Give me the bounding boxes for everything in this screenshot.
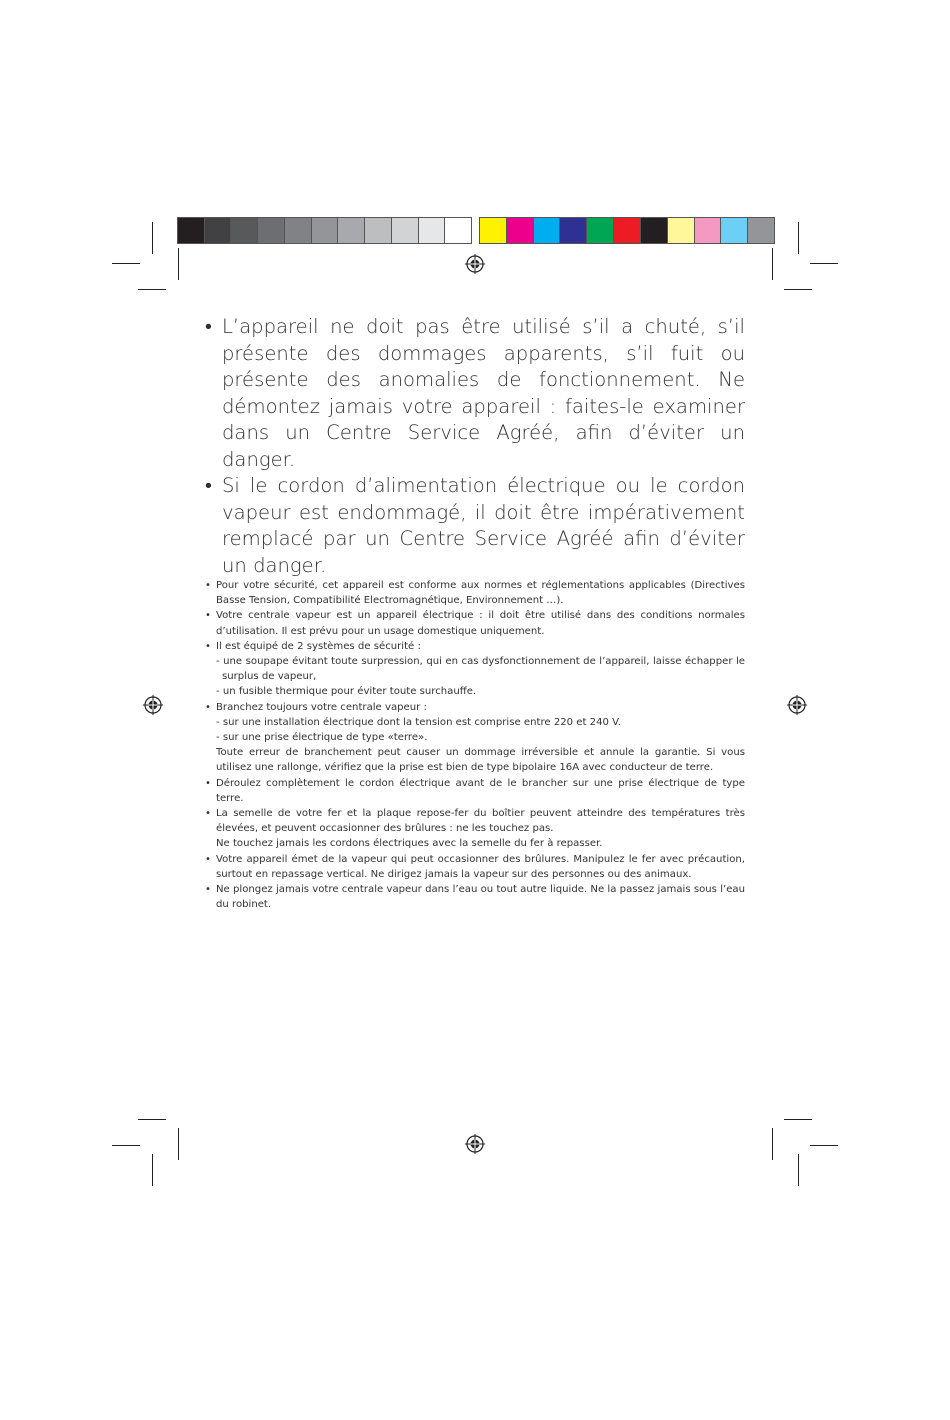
safety-item — [205, 700, 745, 715]
color-swatch — [419, 218, 446, 243]
safety-item — [205, 639, 745, 654]
safety-item — [205, 578, 745, 608]
bullet: • — [205, 315, 212, 338]
safety-text: Ne plongez jamais votre centrale vapeur dans l’eau ou tout autre liquide. Ne la passez jamais sous l’eau du robinet. — [216, 884, 745, 911]
color-swatch — [480, 218, 507, 243]
color-swatch — [748, 218, 774, 243]
safety-subitem: - une soupape évitant toute surpression, qui en cas dysfonctionnement de l’appareil, laisse échapper le surplus de vapeur, — [216, 656, 745, 683]
bullet: • — [205, 640, 211, 652]
crop-mark — [178, 248, 179, 280]
crop-mark — [772, 1128, 773, 1160]
crop-mark — [798, 1154, 799, 1186]
color-swatch — [258, 218, 285, 243]
safety-subitem: - sur une prise électrique de type «terre». — [216, 732, 428, 744]
color-swatch — [641, 218, 668, 243]
color-swatch — [312, 218, 339, 243]
color-swatch — [695, 218, 722, 243]
color-swatch — [365, 218, 392, 243]
crop-mark — [112, 263, 140, 264]
bullet: • — [205, 884, 211, 896]
safety-subitem: - un fusible thermique pour éviter toute surchauffe. — [216, 686, 477, 698]
color-swatch — [338, 218, 365, 243]
color-swatch — [614, 218, 641, 243]
safety-text: Votre appareil émet de la vapeur qui peut occasionner des brûlures. Manipulez le fer avec précaution, surtout en repassage vertical. Ne dirigez jamais la vapeur sur des personnes ou des animaux. — [216, 853, 745, 880]
color-swatch — [178, 218, 205, 243]
safety-text: Votre centrale vapeur est un appareil électrique : il doit être utilisé dans des conditions normales d’utilisation. Il est prévu pour un usage domestique uniquement. — [216, 610, 745, 637]
registration-mark-icon — [465, 1134, 485, 1154]
crop-mark — [810, 263, 838, 264]
color-swatch — [587, 218, 614, 243]
registration-mark-icon — [143, 695, 163, 715]
safety-text: Déroulez complètement le cordon électrique avant de le brancher sur une prise électrique de type terre. — [216, 777, 745, 804]
registration-mark-icon — [787, 695, 807, 715]
crop-mark — [112, 1145, 140, 1146]
color-calibration-bar — [479, 217, 775, 244]
safety-subitem: - sur une installation électrique dont la tension est comprise entre 220 et 240 V. — [216, 716, 621, 728]
crop-mark — [772, 248, 773, 280]
crop-mark — [810, 1145, 838, 1146]
bullet: • — [205, 610, 211, 622]
color-swatch — [445, 218, 471, 243]
crop-mark — [178, 1128, 179, 1160]
safety-item — [205, 776, 745, 806]
color-swatch — [285, 218, 312, 243]
color-swatch — [205, 218, 232, 243]
bullet: • — [205, 580, 211, 591]
warning-text: Si le cordon d’alimentation électrique ou le cordon vapeur est endommagé, il doit être impérativement remplacé par un Centre Service Agréé afin d’éviter un danger. — [222, 474, 745, 577]
crop-mark — [152, 222, 153, 254]
safety-subitem: Ne touchez jamais les cordons électriques avec la semelle du fer à repasser. — [216, 838, 603, 850]
warning-item — [205, 314, 745, 473]
bullet: • — [205, 701, 211, 713]
safety-text: Branchez toujours votre centrale vapeur : — [216, 701, 427, 713]
crop-mark — [152, 1154, 153, 1186]
bullet: • — [205, 474, 212, 497]
safety-instructions-list — [205, 578, 745, 912]
safety-subitem: Toute erreur de branchement peut causer un dommage irréversible et annule la garantie. Si vous utilisez une rallonge, vérifiez que la prise est bien de type bipolaire 16A avec conducteur de terre. — [216, 747, 745, 774]
safety-item — [205, 806, 745, 836]
crop-mark — [784, 1119, 812, 1120]
bullet: • — [205, 777, 211, 789]
safety-item — [205, 882, 745, 912]
crop-mark — [138, 1119, 166, 1120]
color-swatch — [507, 218, 534, 243]
warning-item — [205, 473, 745, 579]
grayscale-calibration-bar — [177, 217, 472, 244]
warning-text: L’appareil ne doit pas être utilisé s’il a chuté, s’il présente des dommages apparents, s’il fuit ou présente des anomalies de fonctionnement. Ne démontez jamais votre appareil : faites-le examiner dans un Centre Service Agréé, afin d’éviter un danger. — [222, 315, 745, 471]
crop-mark — [798, 222, 799, 254]
color-swatch — [668, 218, 695, 243]
main-warnings-list — [205, 314, 745, 579]
safety-text: Pour votre sécurité, cet appareil est conforme aux normes et réglementations applicables (Directives Basse Tension, Compatibilité Electromagnétique, Environnement …). — [216, 580, 745, 607]
color-swatch — [231, 218, 258, 243]
crop-mark — [138, 289, 166, 290]
safety-text: La semelle de votre fer et la plaque repose-fer du boîtier peuvent atteindre des températures très élevées, et peuvent occasionner des brûlures : ne les touchez pas. — [216, 808, 745, 835]
safety-item — [205, 608, 745, 638]
bullet: • — [205, 808, 211, 820]
crop-mark — [784, 289, 812, 290]
safety-item — [205, 852, 745, 882]
registration-mark-icon — [465, 254, 485, 274]
color-swatch — [534, 218, 561, 243]
safety-text: Il est équipé de 2 systèmes de sécurité : — [216, 640, 421, 652]
color-swatch — [721, 218, 748, 243]
bullet: • — [205, 853, 211, 865]
color-swatch — [392, 218, 419, 243]
color-swatch — [560, 218, 587, 243]
